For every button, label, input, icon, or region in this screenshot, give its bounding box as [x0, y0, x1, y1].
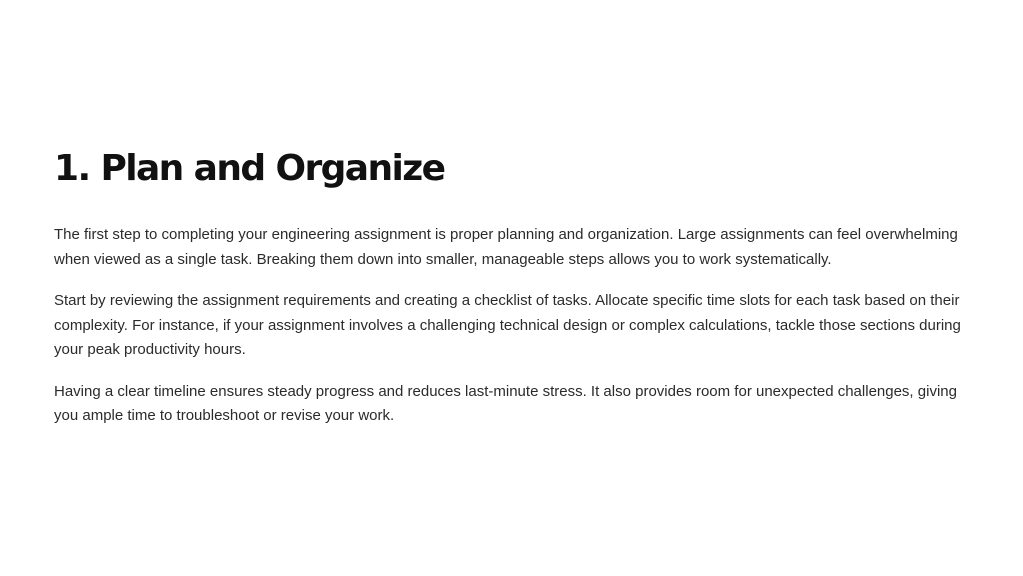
paragraph-timeline: Having a clear timeline ensures steady progress and reduces last-minute stress. It also provides room for unexpected challenges, giving you ample time to troubleshoot or revise your work. — [54, 382, 957, 424]
paragraph-intro: The first step to completing your engineering assignment is proper planning and organization. Large assignments can feel overwhelming when viewed as a single task. Breaking them down into smaller, manageable steps allows you to work systematically. — [54, 226, 958, 268]
section-heading: 1. Plan and Organize — [54, 148, 445, 189]
paragraph-checklist: Start by reviewing the assignment requirements and creating a checklist of tasks. Allocate specific time slots for each task based on their complexity. For instance, if your assignment involves a challenging technical design or complex calculations, tackle those sections during your peak productivity hours. — [54, 292, 961, 358]
content-section — [54, 146, 984, 429]
